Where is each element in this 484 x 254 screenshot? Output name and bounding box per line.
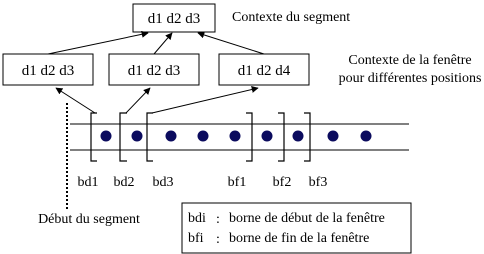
segment-start-label: Début du segment (38, 212, 140, 227)
end-bracket-bf1 (246, 113, 252, 161)
end-bracket-bf3 (304, 113, 310, 161)
segment-context-label: d1 d2 d3 (147, 11, 201, 27)
bracket-label-bf2: bf2 (272, 175, 292, 190)
frame-dot-2 (132, 131, 143, 142)
bracket-label-bf1: bf1 (227, 175, 247, 190)
arrow-track-to-window2 (126, 88, 150, 113)
bracket-label-bf3: bf3 (308, 175, 328, 190)
arrow-window2-to-segment (154, 33, 172, 54)
window-context-label-1: d1 d2 d3 (21, 63, 75, 79)
window-context-caption-line1: Contexte de la fenêtre (348, 53, 472, 68)
legend-sep-bdi: : (216, 212, 220, 227)
segment-context-caption: Contexte du segment (232, 10, 351, 25)
frame-dot-1 (101, 131, 112, 142)
frame-dots (101, 131, 372, 142)
legend-sep-bfi: : (216, 232, 220, 247)
legend-key-bfi: bfi (188, 231, 204, 246)
frame-dot-3 (166, 131, 177, 142)
window-context-box-3 (219, 54, 309, 85)
arrow-window1-to-segment (48, 33, 148, 54)
start-bracket-bd2 (120, 113, 127, 161)
window-context-box-2 (109, 54, 199, 85)
frame-dot-8 (328, 131, 339, 142)
legend-desc-bfi: borne de fin de la fenêtre (229, 231, 370, 246)
legend (182, 203, 411, 253)
start-bracket-bd1 (91, 113, 97, 161)
frame-dot-5 (230, 131, 241, 142)
legend-desc-bdi: borne de début de la fenêtre (229, 211, 385, 226)
frame-dot-6 (262, 131, 273, 142)
frame-dot-4 (198, 131, 209, 142)
arrow-track-to-window3 (152, 88, 258, 113)
start-bracket-bd3 (147, 113, 153, 161)
arrow-window3-to-segment (198, 33, 264, 54)
frame-dot-7 (293, 131, 304, 142)
frame-dot-9 (361, 131, 372, 142)
bracket-label-bd1: bd1 (77, 175, 99, 190)
window-context-caption-line2: pour différentes positions (338, 71, 482, 86)
legend-key-bdi: bdi (188, 211, 206, 226)
segment-context-box (133, 4, 215, 32)
window-context-label-3: d1 d2 d4 (237, 63, 291, 79)
arrow-track-to-window1 (56, 88, 95, 113)
window-context-box-1 (3, 54, 93, 85)
bracket-label-bd2: bd2 (113, 175, 135, 190)
end-bracket-bf2 (278, 113, 284, 161)
bracket-label-bd3: bd3 (152, 175, 174, 190)
window-context-label-2: d1 d2 d3 (127, 63, 181, 79)
